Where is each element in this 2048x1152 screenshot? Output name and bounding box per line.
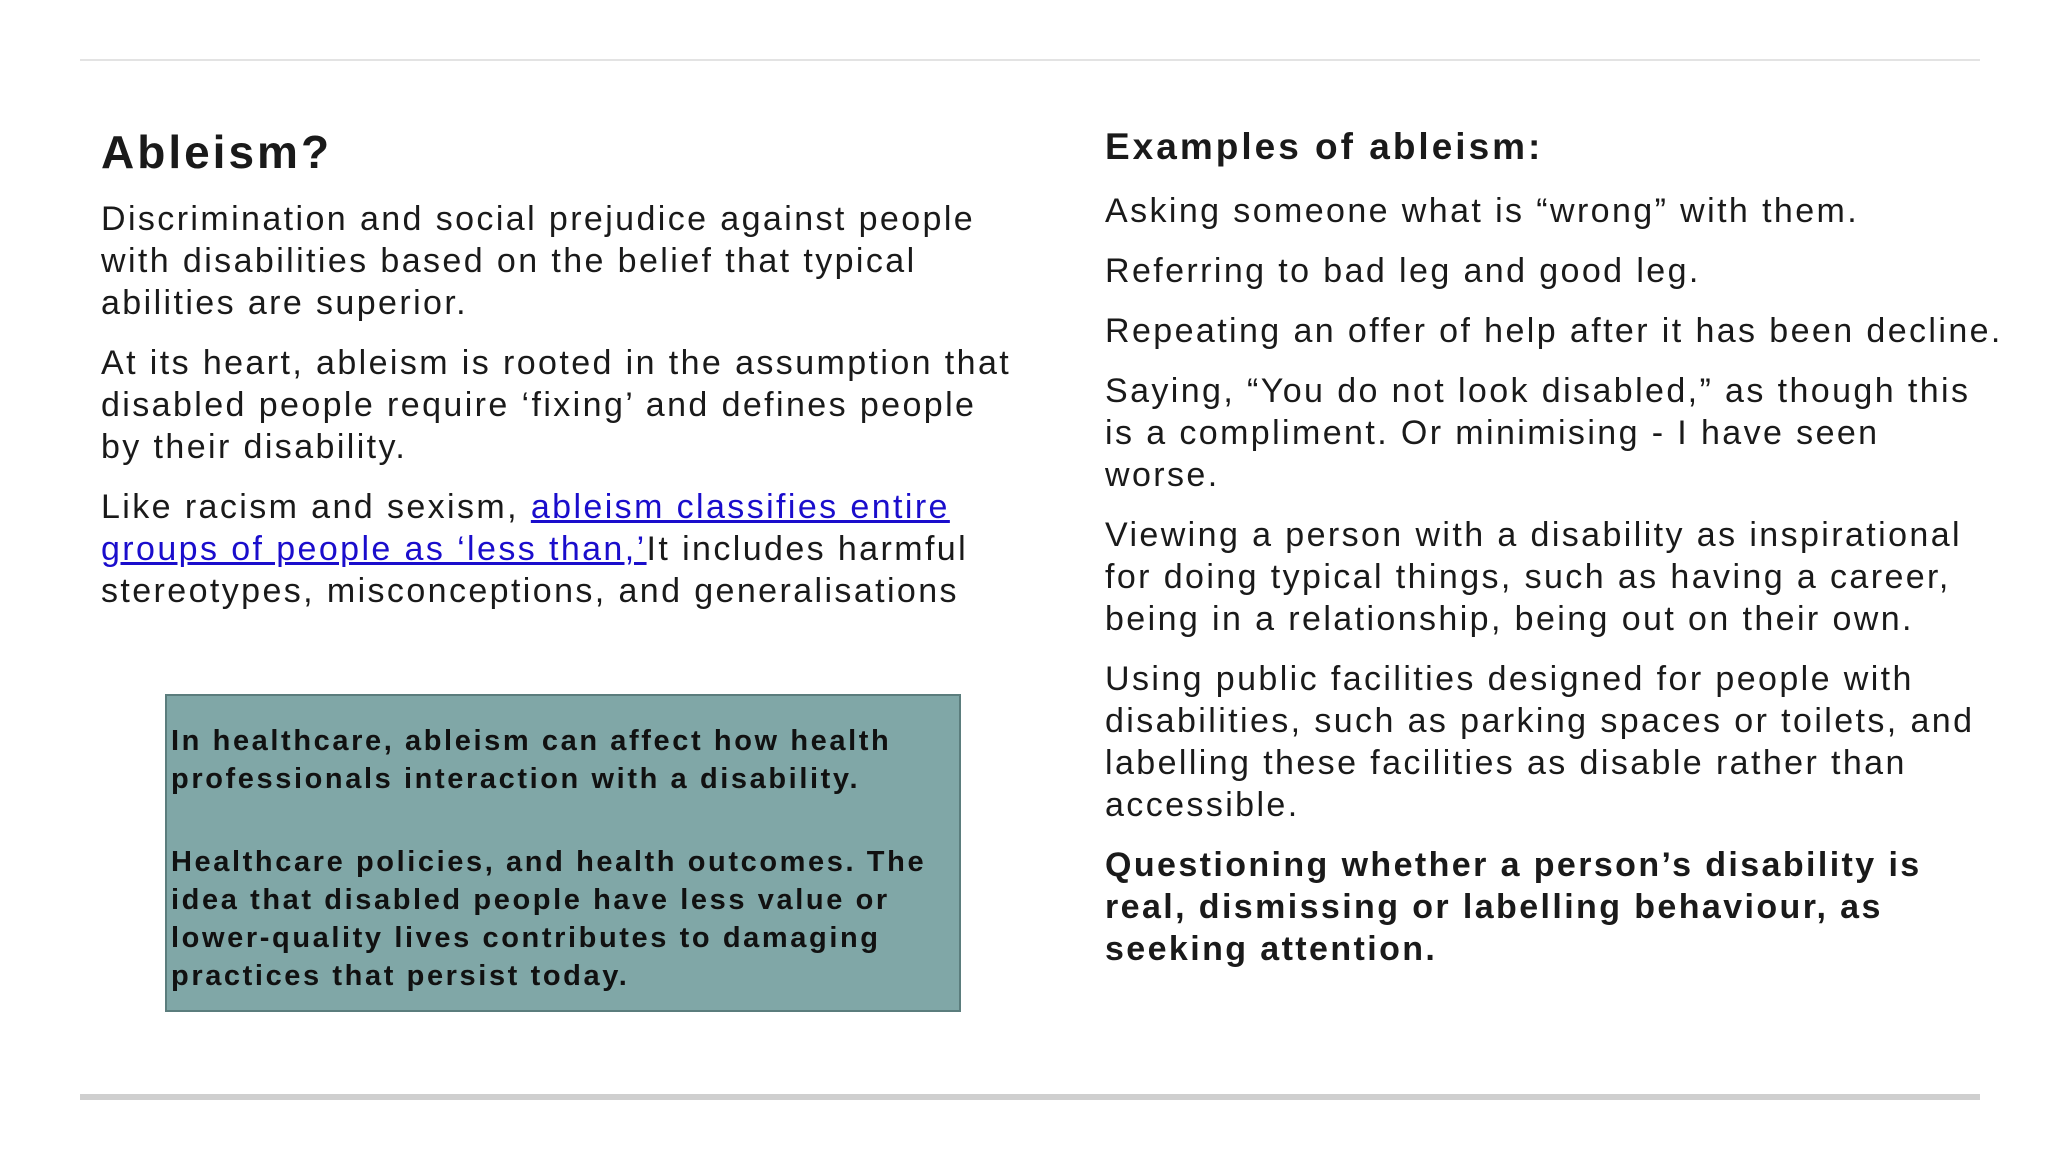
ableism-classifies-link[interactable]: ableism classifies entire groups of people as ‘less than,’ xyxy=(101,488,950,568)
example-item: Using public facilities designed for people with disabilities, such as parking spaces or toilets, and labelling these facilities as disable rather than accessible. xyxy=(1105,660,1975,824)
racism-suffix: It includes harmful stereotypes, misconceptions, and generalisations xyxy=(101,530,969,610)
racism-text xyxy=(101,486,1021,612)
callout-paragraph-1: In healthcare, ableism can affect how health professionals interaction with a disability. xyxy=(171,725,892,795)
right-column xyxy=(1105,122,2005,988)
example-item: Referring to bad leg and good leg. xyxy=(1105,252,1701,290)
bottom-divider xyxy=(80,1094,1980,1100)
examples-heading: Examples of ableism: xyxy=(1105,126,1544,167)
heart-text: At its heart, ableism is rooted in the assumption that disabled people require ‘fixing’ and defines people by their disability. xyxy=(101,344,1012,466)
example-item: Repeating an offer of help after it has been decline. xyxy=(1105,312,2003,350)
callout-paragraph-2: Healthcare policies, and health outcomes. The idea that disabled people have less value or lower-quality lives contributes to damaging practices that persist today. xyxy=(171,846,927,992)
example-item: Viewing a person with a disability as inspirational for doing typical things, such as having a career, being in a relationship, being out on their own. xyxy=(1105,516,1962,638)
top-divider xyxy=(80,59,1980,61)
healthcare-callout-box xyxy=(165,694,961,1012)
example-item: Asking someone what is “wrong” with them. xyxy=(1105,192,1860,230)
page-title: Ableism? xyxy=(101,126,333,178)
racism-prefix: Like racism and sexism, xyxy=(101,488,531,526)
definition-text: Discrimination and social prejudice against people with disabilities based on the belief that typical abilities are superior. xyxy=(101,200,976,322)
example-item: Saying, “You do not look disabled,” as though this is a compliment. Or minimising - I have seen worse. xyxy=(1105,372,1971,494)
left-column xyxy=(101,122,1021,630)
example-item-emphasized: Questioning whether a person’s disability is real, dismissing or labelling behaviour, as seeking attention. xyxy=(1105,846,1922,968)
